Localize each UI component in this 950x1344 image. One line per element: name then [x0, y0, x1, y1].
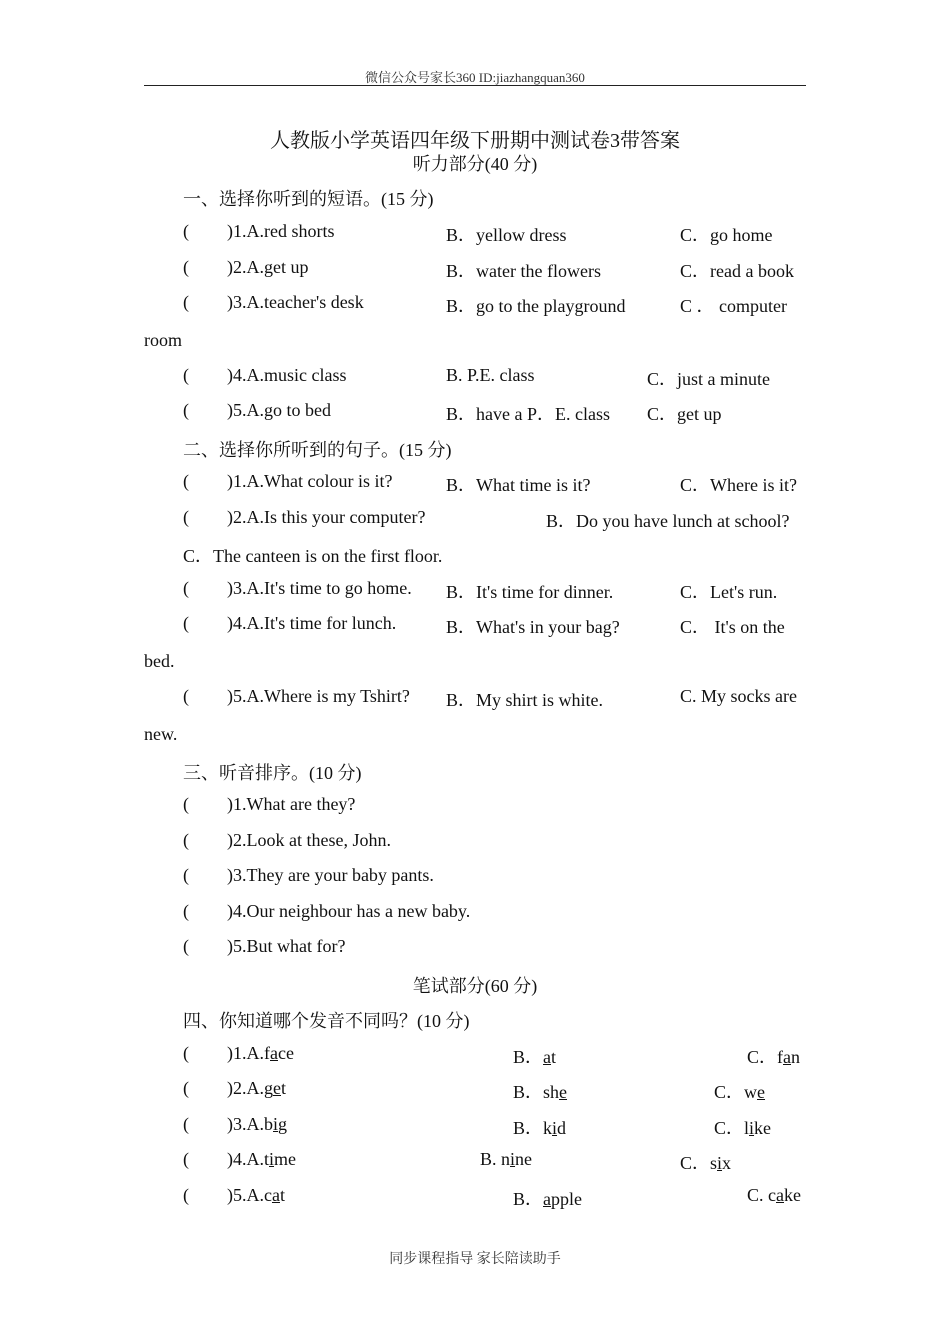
- q-c: C．we: [714, 1082, 766, 1102]
- q-a: )4.A.time: [227, 1149, 297, 1169]
- underlined-letter: a: [270, 1043, 278, 1063]
- q-c: C．read a book: [680, 261, 794, 281]
- q-c: C．just a minute: [647, 369, 770, 389]
- q-a: )5.A.cat: [227, 1185, 285, 1205]
- q-b: B．My shirt is white.: [446, 690, 604, 710]
- q-c: C. My socks are: [680, 686, 797, 706]
- paren: (: [183, 507, 189, 527]
- q-b: B. nine: [480, 1149, 533, 1169]
- page-footer: 同步课程指导 家长陪读助手: [389, 1252, 561, 1267]
- paren: (: [183, 471, 189, 491]
- q-continuation: bed.: [144, 651, 175, 671]
- paren: (: [183, 1149, 189, 1169]
- q-b: B．It's time for dinner.: [446, 582, 614, 602]
- listening-section-title: 听力部分(40 分): [412, 154, 538, 174]
- underlined-letter: i: [510, 1149, 516, 1169]
- q-a: )2.A.get up: [227, 257, 309, 277]
- q-b: B. P.E. class: [446, 365, 535, 385]
- q-b: B．kid: [513, 1118, 567, 1138]
- paren: (: [183, 1185, 189, 1205]
- section-3-heading: 三、听音排序。(10 分): [183, 763, 362, 783]
- underlined-letter: e: [559, 1082, 568, 1102]
- q-b: B．water the flowers: [446, 261, 601, 281]
- underlined-letter: a: [776, 1185, 784, 1205]
- paren: (: [183, 257, 189, 277]
- q-c: C． It's on the: [680, 617, 785, 637]
- q-b: B．What time is it?: [446, 475, 591, 495]
- q-a: )3.A.big: [227, 1114, 288, 1134]
- paren: (: [183, 1043, 189, 1063]
- paren: (: [183, 1078, 189, 1098]
- underlined-letter: e: [757, 1082, 766, 1102]
- paren: (: [183, 221, 189, 241]
- underlined-letter: e: [273, 1078, 281, 1098]
- q-item: )3.They are your baby pants.: [227, 865, 434, 885]
- paren: (: [183, 1114, 189, 1134]
- paren: (: [183, 830, 189, 850]
- paren: (: [183, 365, 189, 385]
- q-continuation: room: [144, 330, 182, 350]
- underlined-letter: a: [543, 1189, 552, 1209]
- q-b: B．she: [513, 1082, 568, 1102]
- underlined-letter: i: [269, 1149, 275, 1169]
- q-c: C ． computer: [680, 296, 787, 316]
- paren: (: [183, 865, 189, 885]
- underlined-letter: a: [783, 1047, 791, 1067]
- q-a: )3.A.teacher's desk: [227, 292, 364, 312]
- q-item: )5.But what for?: [227, 936, 346, 956]
- q-b: B．What's in your bag?: [446, 617, 620, 637]
- q-a: )2.A.Is this your computer?: [227, 507, 426, 527]
- q-c: C．get up: [647, 404, 722, 424]
- underlined-letter: i: [717, 1153, 723, 1173]
- q-a: )5.A.go to bed: [227, 400, 331, 420]
- page-title: 人教版小学英语四年级下册期中测试卷3带答案: [270, 130, 680, 152]
- q-b: B．at: [513, 1047, 557, 1067]
- page-header: 微信公众号家长360 ID:jiazhangquan360: [365, 70, 585, 85]
- paren: (: [183, 613, 189, 633]
- writing-section-title: 笔试部分(60 分): [412, 976, 538, 996]
- underlined-letter: i: [273, 1114, 279, 1134]
- section-1-heading: 一、选择你听到的短语。(15 分): [183, 189, 434, 209]
- section-4-heading: 四、你知道哪个发音不同吗？(10 分): [183, 1011, 470, 1031]
- q-c: C．fan: [747, 1047, 800, 1067]
- q-a: )4.A.music class: [227, 365, 347, 385]
- q-b: B．go to the playground: [446, 296, 626, 316]
- paren: (: [183, 578, 189, 598]
- underlined-letter: a: [543, 1047, 552, 1067]
- paren: (: [183, 794, 189, 814]
- q-b: B．Do you have lunch at school?: [546, 511, 790, 531]
- q-item: )4.Our neighbour has a new baby.: [227, 901, 471, 921]
- q-a: )5.A.Where is my Tshirt?: [227, 686, 410, 706]
- q-item: )1.What are they?: [227, 794, 356, 814]
- underlined-letter: a: [271, 1185, 280, 1205]
- q-c: C．The canteen is on the first floor.: [183, 546, 443, 566]
- q-a: )1.A.What colour is it?: [227, 471, 393, 491]
- q-b: B．apple: [513, 1189, 583, 1209]
- section-2-heading: 二、选择你所听到的句子。(15 分): [183, 440, 452, 460]
- underlined-letter: i: [552, 1118, 558, 1138]
- q-c: C．six: [680, 1153, 732, 1173]
- q-a: )3.A.It's time to go home.: [227, 578, 412, 598]
- q-a: )1.A.face: [227, 1043, 294, 1063]
- q-b: B．yellow dress: [446, 225, 567, 245]
- q-continuation: new.: [144, 724, 178, 744]
- paren: (: [183, 901, 189, 921]
- q-c: C．go home: [680, 225, 773, 245]
- q-a: )4.A.It's time for lunch.: [227, 613, 397, 633]
- paren: (: [183, 292, 189, 312]
- paren: (: [183, 686, 189, 706]
- q-c: C．like: [714, 1118, 772, 1138]
- underlined-letter: i: [749, 1118, 755, 1138]
- q-item: )2.Look at these, John.: [227, 830, 391, 850]
- header-rule: [144, 85, 806, 86]
- q-c: C. cake: [747, 1185, 801, 1205]
- paren: (: [183, 400, 189, 420]
- q-a: )2.A.get: [227, 1078, 287, 1098]
- q-a: )1.A.red shorts: [227, 221, 335, 241]
- q-c: C．Where is it?: [680, 475, 797, 495]
- q-c: C．Let's run.: [680, 582, 778, 602]
- q-b: B．have a P．E. class: [446, 404, 610, 424]
- paren: (: [183, 936, 189, 956]
